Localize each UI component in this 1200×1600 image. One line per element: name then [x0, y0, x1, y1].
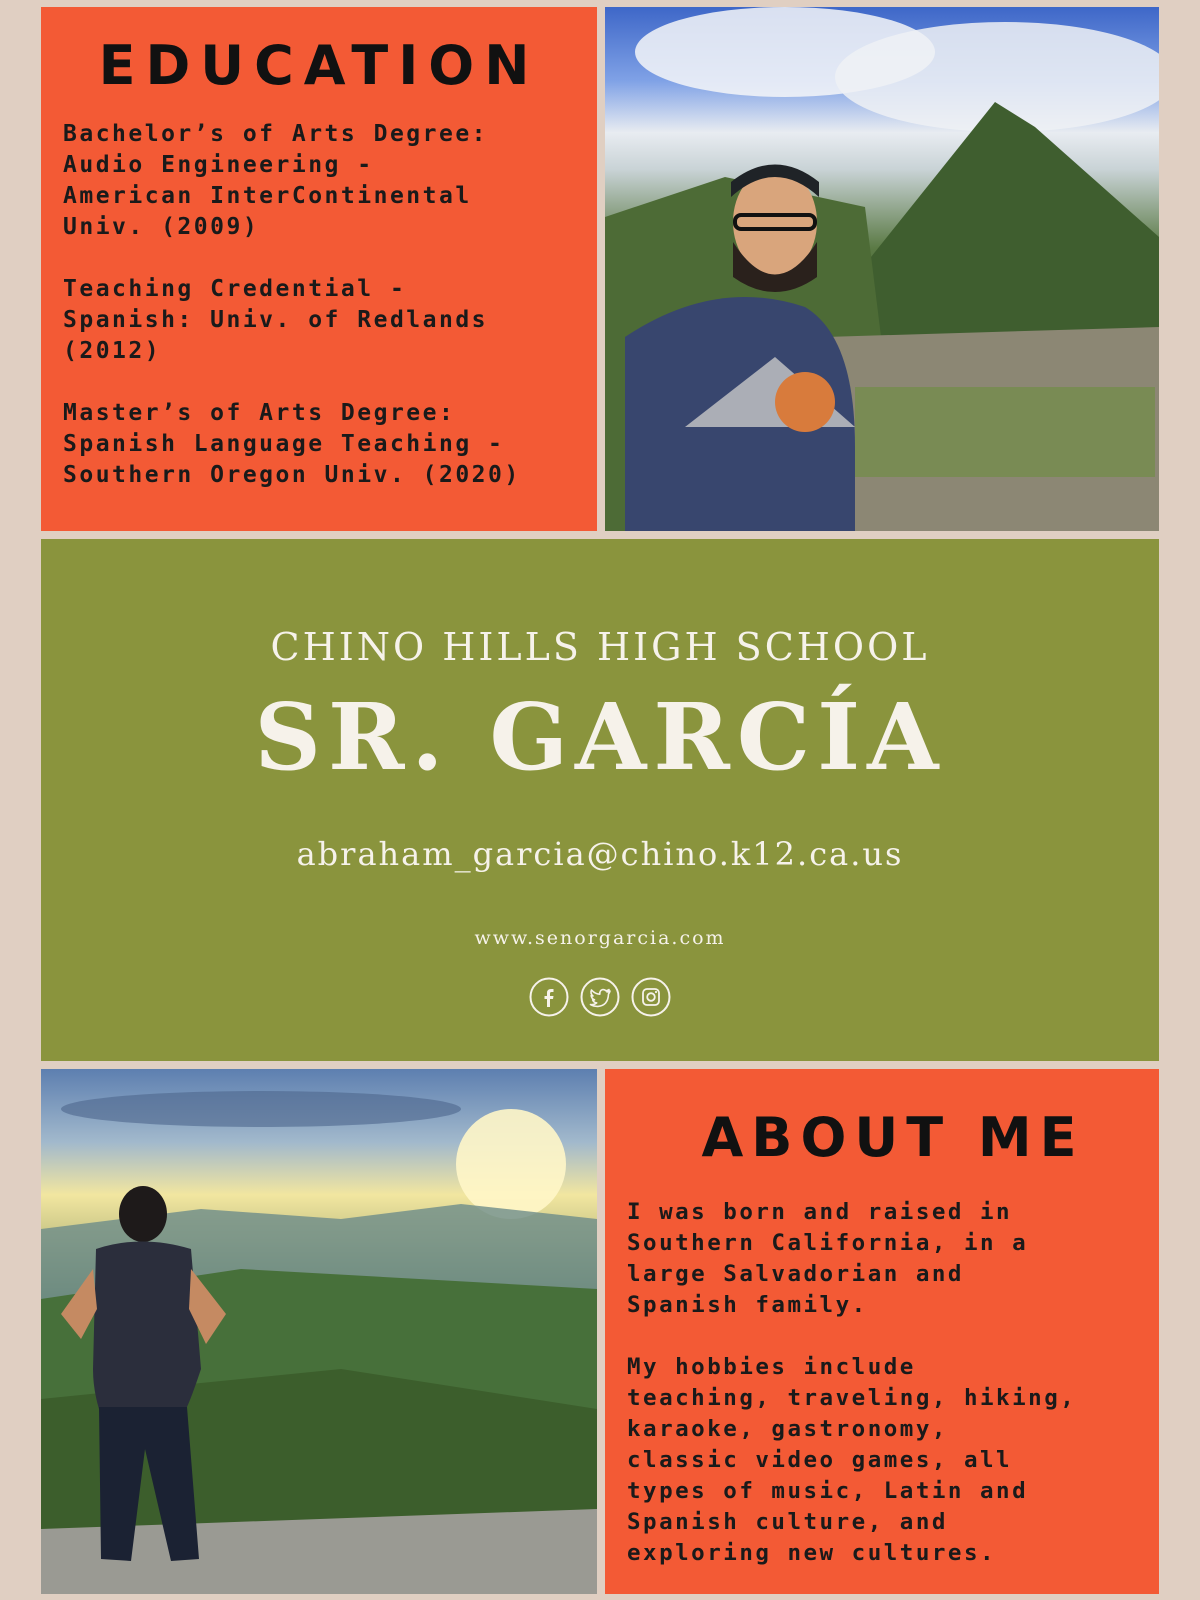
education-entry: Master’s of Arts Degree: Spanish Language Teaching - Southern Oregon Univ. (2020): [63, 400, 521, 489]
education-entry: Teaching Credential - Spanish: Univ. of Redlands (2012): [63, 276, 489, 365]
education-panel: [41, 7, 597, 531]
sunset-valley-photo: [41, 1069, 597, 1594]
instagram-icon[interactable]: [631, 977, 671, 1017]
machu-picchu-photo: [605, 7, 1159, 531]
education-heading: EDUCATION: [98, 34, 540, 97]
teacher-name: SR. GARCÍA: [254, 683, 946, 791]
website-link[interactable]: www.senorgarcia.com: [474, 927, 726, 949]
about-paragraph: My hobbies include teaching, traveling, hiking, karaoke, gastronomy, classic video games, all types of music, Latin and Spanish culture, and exploring new cultures.: [627, 1354, 1077, 1567]
about-me-panel: [605, 1069, 1159, 1594]
title-panel: [41, 539, 1159, 1061]
education-entry: Bachelor’s of Arts Degree: Audio Engineering - American InterContinental Univ. (2009): [63, 121, 489, 241]
facebook-icon[interactable]: [529, 977, 569, 1017]
social-icons: [41, 977, 1159, 1017]
sunset-valley-illustration: [41, 1069, 597, 1594]
machu-picchu-illustration: [605, 7, 1159, 531]
about-paragraph: I was born and raised in Southern California, in a large Salvadorian and Spanish family.: [627, 1199, 1029, 1319]
email-link[interactable]: abraham_garcia@chino.k12.ca.us: [296, 835, 904, 873]
twitter-icon[interactable]: [580, 977, 620, 1017]
school-name: CHINO HILLS HIGH SCHOOL: [270, 625, 930, 669]
about-me-heading: ABOUT ME: [701, 1106, 1085, 1169]
